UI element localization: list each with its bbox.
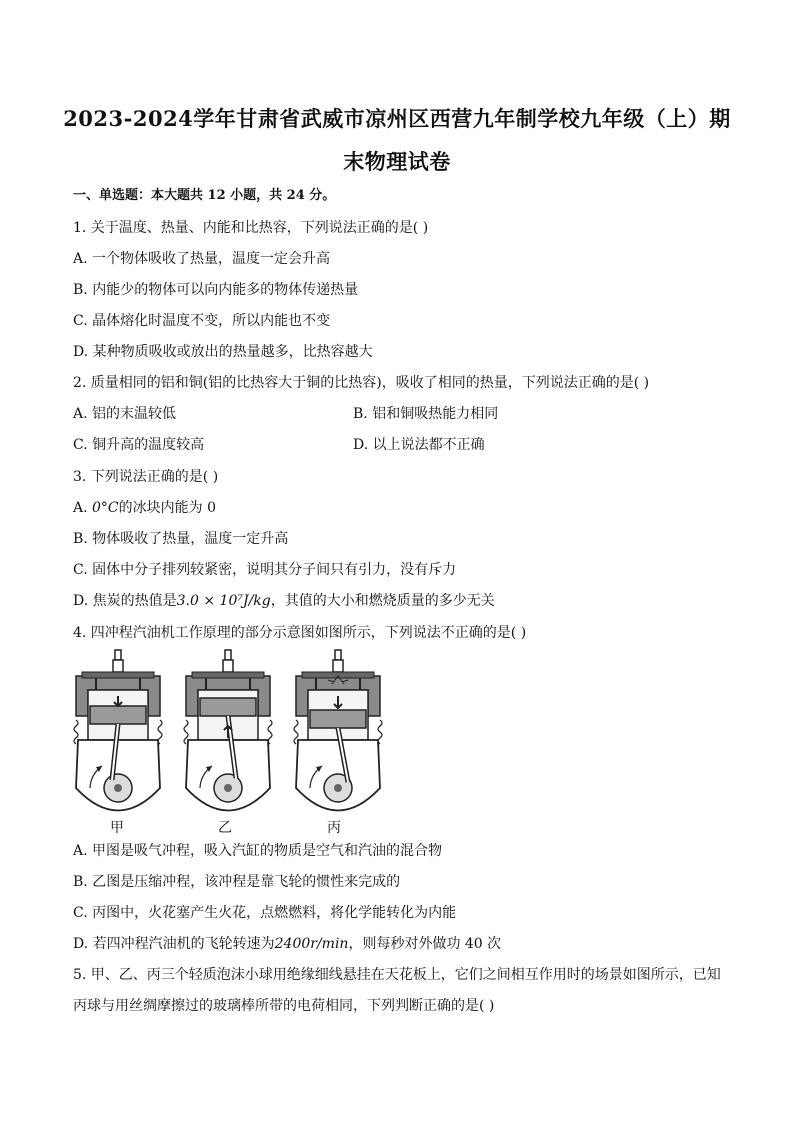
question-3-option-b: B. 物体吸收了热量，温度一定升高 xyxy=(73,531,289,547)
question-2-option-c: C. 铜升高的温度较高 xyxy=(73,437,205,453)
question-4-option-c: C. 丙图中，火花塞产生火花，点燃燃料，将化学能转化为内能 xyxy=(73,905,457,921)
question-3-option-a xyxy=(73,499,216,517)
question-3-stem: 3. 下列说法正确的是( ) xyxy=(73,469,219,485)
question-4-option-b: B. 乙图是压缩冲程，该冲程是靠飞轮的惯性来完成的 xyxy=(73,874,401,890)
figure-caption-bing: 丙 xyxy=(327,820,341,836)
question-4-stem: 4. 四冲程汽油机工作原理的部分示意图如图所示，下列说法不正确的是( ) xyxy=(73,625,527,641)
formula-rotation-speed: 2400r/min xyxy=(274,936,349,952)
figure-caption-jia: 甲 xyxy=(110,820,124,836)
formula-heat-value: 3.0 × 10⁷J/kg xyxy=(176,593,271,609)
question-1-option-a: A. 一个物体吸收了热量，温度一定会升高 xyxy=(73,251,331,267)
engine-diagram-jia xyxy=(74,650,162,811)
section-heading: 一、单选题：本大题共 12 小题，共 24 分。 xyxy=(73,188,336,203)
question-2-stem: 2. 质量相同的铝和铜(铝的比热容大于铜的比热容)，吸收了相同的热量，下列说法正确的是( ) xyxy=(73,375,650,391)
question-4-option-d xyxy=(73,935,501,953)
question-1-option-b: B. 内能少的物体可以向内能多的物体传递热量 xyxy=(73,282,359,298)
option-a-text: 的冰块内能为 0 xyxy=(118,500,216,516)
question-5-stem-line2: 丙球与用丝绸摩擦过的玻璃棒所带的电荷相同，下列判断正确的是( ) xyxy=(73,998,495,1014)
question-2-option-d: D. 以上说法都不正确 xyxy=(353,437,485,453)
question-3-option-d xyxy=(73,592,495,610)
exam-title-line1: 2023-2024学年甘肃省武威市凉州区西营九年制学校九年级（上）期 xyxy=(63,106,731,131)
question-1-option-d: D. 某种物质吸收或放出的热量越多，比热容越大 xyxy=(73,344,373,360)
formula-zero-celsius: 0°C xyxy=(92,500,119,516)
figure-caption-yi: 乙 xyxy=(218,820,232,836)
question-5-stem-line1: 5. 甲、乙、丙三个轻质泡沫小球用绝缘细线悬挂在天花板上，它们之间相互作用时的场景如图所示，已知 xyxy=(73,967,721,983)
option-d-label: D. 焦炭的热值是 xyxy=(73,593,177,609)
question-2-option-a: A. 铝的末温较低 xyxy=(73,406,177,422)
exam-title-line2: 末物理试卷 xyxy=(343,149,451,174)
option-a-label: A. xyxy=(73,500,93,516)
question-2-option-b: B. 铝和铜吸热能力相同 xyxy=(353,406,499,422)
option-d-text: ，则每秒对外做功 40 次 xyxy=(348,936,502,952)
engine-diagram-yi xyxy=(184,650,272,811)
question-1-stem: 1. 关于温度、热量、内能和比热容，下列说法正确的是( ) xyxy=(73,220,429,236)
engine-diagram-bing xyxy=(294,650,382,811)
question-1-option-c: C. 晶体熔化时温度不变，所以内能也不变 xyxy=(73,313,331,329)
option-d-label: D. 若四冲程汽油机的飞轮转速为 xyxy=(73,936,275,952)
question-4-option-a: A. 甲图是吸气冲程，吸入汽缸的物质是空气和汽油的混合物 xyxy=(73,843,443,859)
option-d-text: ，其值的大小和燃烧质量的多少无关 xyxy=(270,593,495,609)
question-3-option-c: C. 固体中分子排列较紧密，说明其分子间只有引力，没有斥力 xyxy=(73,562,457,578)
engine-strokes-figure xyxy=(68,648,388,838)
